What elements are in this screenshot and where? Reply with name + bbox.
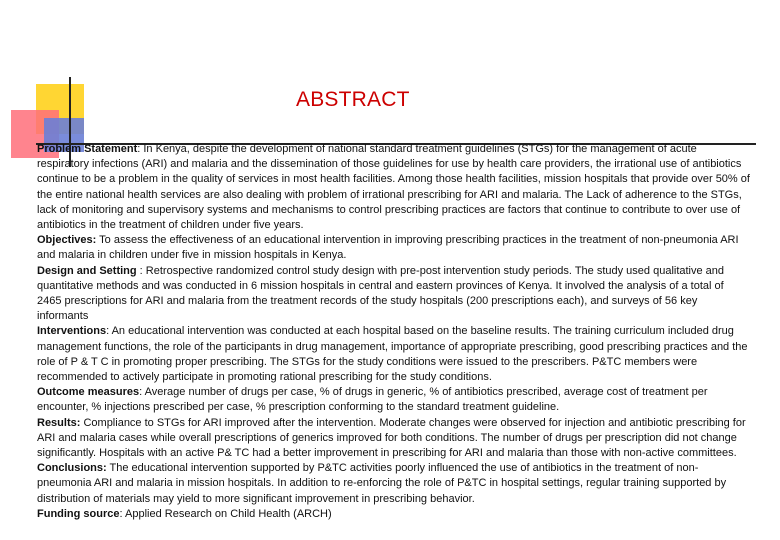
abstract-body — [37, 142, 751, 522]
section-results — [37, 416, 751, 462]
section-text: Retrospective randomized control study design with pre-post intervention study periods. The study used qualitative and quantitative methods and was conducted in 6 mission hospitals in central and eastern provinces of Kenya. It involved the analysis of a total of 2465 prescriptions for ARI and malaria from the treatment records of the study hospitals (200 prescriptions each), and surveys of 56 key informants — [37, 264, 725, 323]
section-interventions: Interventions: An educational intervention was conducted at each hospital based on the baseline results. The training curriculum included drug management functions, the role of the participants in drug management, importance of appropriate prescribing, good prescribing practices and the role of P & T C in promoting proper prescribing. The STGs for the study conditions were issued to the prescribers. P&TC members were recommended to actively participate in promoting rational prescribing for the study conditions. — [37, 325, 748, 384]
section-funding-source: Funding source: Applied Research on Child Health (ARCH) — [37, 507, 332, 520]
section-text: Average number of drugs per case, % of drugs in generic, % of antibiotics prescribed, average cost of treatment per encounter, % injections prescribed per case, % prescription conforming to the standard treatment guideline. — [37, 386, 708, 414]
section-objectives — [37, 233, 751, 263]
section-design-setting: Design and Setting : Retrospective randomized control study design with pre-post intervention study periods. The study used qualitative and quantitative methods and was conducted in 6 mission hospitals in central and eastern provinces of Kenya. It involved the analysis of a total of 2465 prescriptions for ARI and malaria from the treatment records of the study hospitals (200 prescriptions each), and surveys of 56 key informants — [37, 264, 725, 323]
section-text: In Kenya, despite the development of national standard treatment guidelines (STGs) for the management of acute respiratory infections (ARI) and malaria and the dissemination of those guidelines for use by health care providers, the irrational use of antibiotics continue to be a problem in the quality of services in most health facilities. Among those health facilities, mission hospitals that provide over 50% of the entire national health services are also dealing with problem of irrational prescribing for ARI and malaria. The Lack of adherence to the STGs, lack of monitoring and supervisory systems and mechanisms to control prescribing practices are factors that continue to contribute to over use of antibiotics in the treatment of children under five years. — [37, 143, 750, 232]
section-text: The educational intervention supported by P&TC activities poorly influenced the use of antibiotics in the treatment of non-pneumonia ARI and malaria in mission hospitals. In addition to re-enforcing the role of P&TC in hospital settings, regular training supported by distribution of materials may yield to more significant improvement in prescribing behavior. — [37, 462, 727, 505]
section-heading: Design and Setting — [37, 264, 137, 277]
section-text: To assess the effectiveness of an educational intervention in improving prescribing practices in the treatment of non-pneumonia ARI and malaria in children under five in mission hospitals in Kenya. — [37, 234, 739, 262]
section-heading: Funding source — [37, 507, 120, 520]
section-conclusions — [37, 461, 751, 507]
section-problem-statement: Problem Statement: In Kenya, despite the development of national standard treatment guidelines (STGs) for the management of acute respiratory infections (ARI) and malaria and the dissemination of those guidelines for use by health care providers, the irrational use of antibiotics continue to be a problem in the quality of services in most health facilities. Among those health facilities, mission hospitals that provide over 50% of the entire national health services are also dealing with problem of irrational prescribing for ARI and malaria. The Lack of adherence to the STGs, lack of monitoring and supervisory systems and mechanisms to control prescribing practices are factors that continue to contribute to over use of antibiotics in the treatment of children under five years. — [37, 143, 750, 232]
section-text: An educational intervention was conducted at each hospital based on the baseline results. The training curriculum included drug management functions, the role of the participants in drug management, importance of appropriate prescribing, good prescribing practices and the role of P & T C in promoting proper prescribing. The STGs for the study conditions were issued to the prescribers. P&TC members were recommended to actively participate in promoting rational prescribing for the study conditions. — [37, 325, 748, 384]
section-text: Applied Research on Child Health (ARCH) — [125, 507, 332, 520]
section-heading: Results: — [37, 416, 81, 429]
section-heading: Outcome measures — [37, 386, 140, 399]
section-heading: Conclusions: — [37, 462, 107, 475]
section-text: Compliance to STGs for ARI improved after the intervention. Moderate changes were observed for injection and antibiotic prescribing for ARI and malaria cases while overall prescriptions of generics improved for both conditions. The number of drugs per prescription did not change significantly. Hospitals with an active P& TC had a better improvement in prescribing for ARI and malaria than those with non-active committees. — [37, 416, 746, 460]
page-title: ABSTRACT — [296, 88, 410, 111]
section-heading: Objectives: — [37, 234, 97, 247]
section-heading: Interventions — [37, 325, 107, 338]
section-heading: Problem Statement — [37, 143, 138, 155]
section-outcome-measures: Outcome measures: Average number of drugs per case, % of drugs in generic, % of antibiotics prescribed, average cost of treatment per encounter, % injections prescribed per case, % prescription conforming to the standard treatment guideline. — [37, 386, 708, 414]
